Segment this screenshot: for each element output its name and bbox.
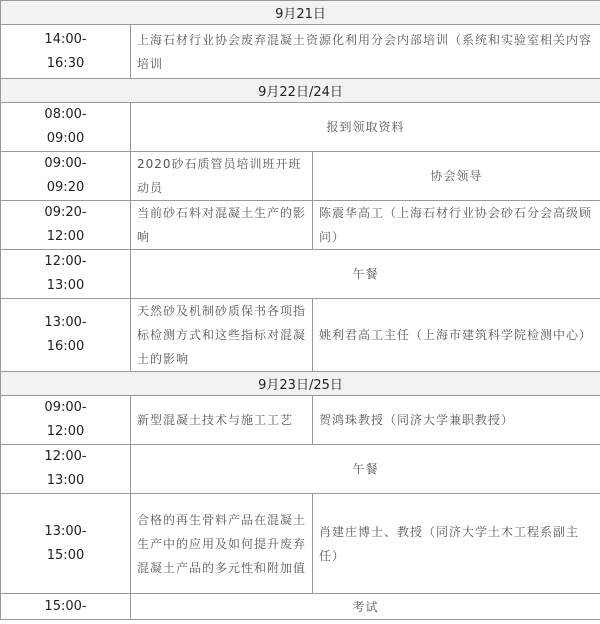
schedule-row bbox=[1, 445, 600, 494]
session-topic: 午餐 bbox=[131, 445, 600, 494]
time-start: 08:00- bbox=[44, 107, 87, 122]
session-topic: 新型混凝土技术与施工工艺 bbox=[131, 396, 313, 445]
time-end: 13:00 bbox=[46, 278, 85, 293]
time-cell bbox=[1, 445, 131, 494]
time-start: 09:00- bbox=[44, 156, 87, 171]
time-start: 13:00- bbox=[44, 315, 87, 330]
date-row bbox=[1, 79, 600, 103]
session-speaker: 陈震华高工（上海石材行业协会砂石分会高级顾问） bbox=[313, 201, 600, 250]
time-cell bbox=[1, 201, 131, 250]
date-row bbox=[1, 1, 600, 25]
session-topic: 午餐 bbox=[131, 250, 600, 299]
time-end: 09:00 bbox=[46, 131, 85, 146]
time-cell bbox=[1, 494, 131, 594]
schedule-row bbox=[1, 396, 600, 445]
time-cell bbox=[1, 25, 131, 79]
schedule-row bbox=[1, 494, 600, 594]
session-speaker: 贺鸿珠教授（同济大学兼职教授） bbox=[313, 396, 600, 445]
time-cell bbox=[1, 103, 131, 152]
time-cell bbox=[1, 594, 131, 620]
schedule-row bbox=[1, 152, 600, 201]
time-start: 15:00- bbox=[44, 598, 87, 614]
schedule-row bbox=[1, 594, 600, 620]
date-header: 9月22日/24日 bbox=[1, 79, 600, 103]
session-topic: 上海石材行业协会废弃混凝土资源化利用分会内部培训（系统和实验室相关内容培训 bbox=[131, 25, 600, 79]
schedule-row bbox=[1, 25, 600, 79]
time-start: 12:00- bbox=[44, 449, 87, 464]
session-topic: 天然砂及机制砂质保书各项指标检测方式和这些指标对混凝土的影响 bbox=[131, 299, 313, 372]
session-speaker: 姚利君高工主任（上海市建筑科学院检测中心） bbox=[313, 299, 600, 372]
time-cell bbox=[1, 250, 131, 299]
time-start: 12:00- bbox=[44, 254, 87, 269]
session-topic: 合格的再生骨料产品在混凝土生产中的应用及如何提升废弃混凝土产品的多元性和附加值 bbox=[131, 494, 313, 594]
time-cell bbox=[1, 396, 131, 445]
date-header: 9月23日/25日 bbox=[1, 372, 600, 396]
time-end: 15:00 bbox=[46, 547, 85, 563]
time-start: 14:00- bbox=[44, 31, 87, 47]
date-row bbox=[1, 372, 600, 396]
time-end: 13:00 bbox=[46, 473, 85, 488]
time-start: 13:00- bbox=[44, 523, 87, 539]
time-start: 09:20- bbox=[44, 205, 87, 220]
time-end: 09:20 bbox=[46, 180, 85, 195]
session-topic: 考试 bbox=[131, 594, 600, 620]
session-topic: 当前砂石料对混凝土生产的影响 bbox=[131, 201, 313, 250]
time-end: 16:00 bbox=[46, 339, 85, 354]
session-speaker: 肖建庄博士、教授（同济大学土木工程系副主任） bbox=[313, 494, 600, 594]
schedule-row bbox=[1, 201, 600, 250]
date-header: 9月21日 bbox=[1, 1, 600, 25]
session-topic: 2020砂石质管员培训班开班动员 bbox=[131, 152, 313, 201]
time-end: 12:00 bbox=[46, 424, 85, 439]
time-cell bbox=[1, 299, 131, 372]
time-cell bbox=[1, 152, 131, 201]
time-end: 16:30 bbox=[46, 55, 85, 71]
schedule-row bbox=[1, 103, 600, 152]
schedule-row bbox=[1, 299, 600, 372]
schedule-row bbox=[1, 250, 600, 299]
session-speaker: 协会领导 bbox=[313, 152, 600, 201]
time-end: 12:00 bbox=[46, 229, 85, 244]
time-start: 09:00- bbox=[44, 400, 87, 415]
session-topic: 报到领取资料 bbox=[131, 103, 600, 152]
